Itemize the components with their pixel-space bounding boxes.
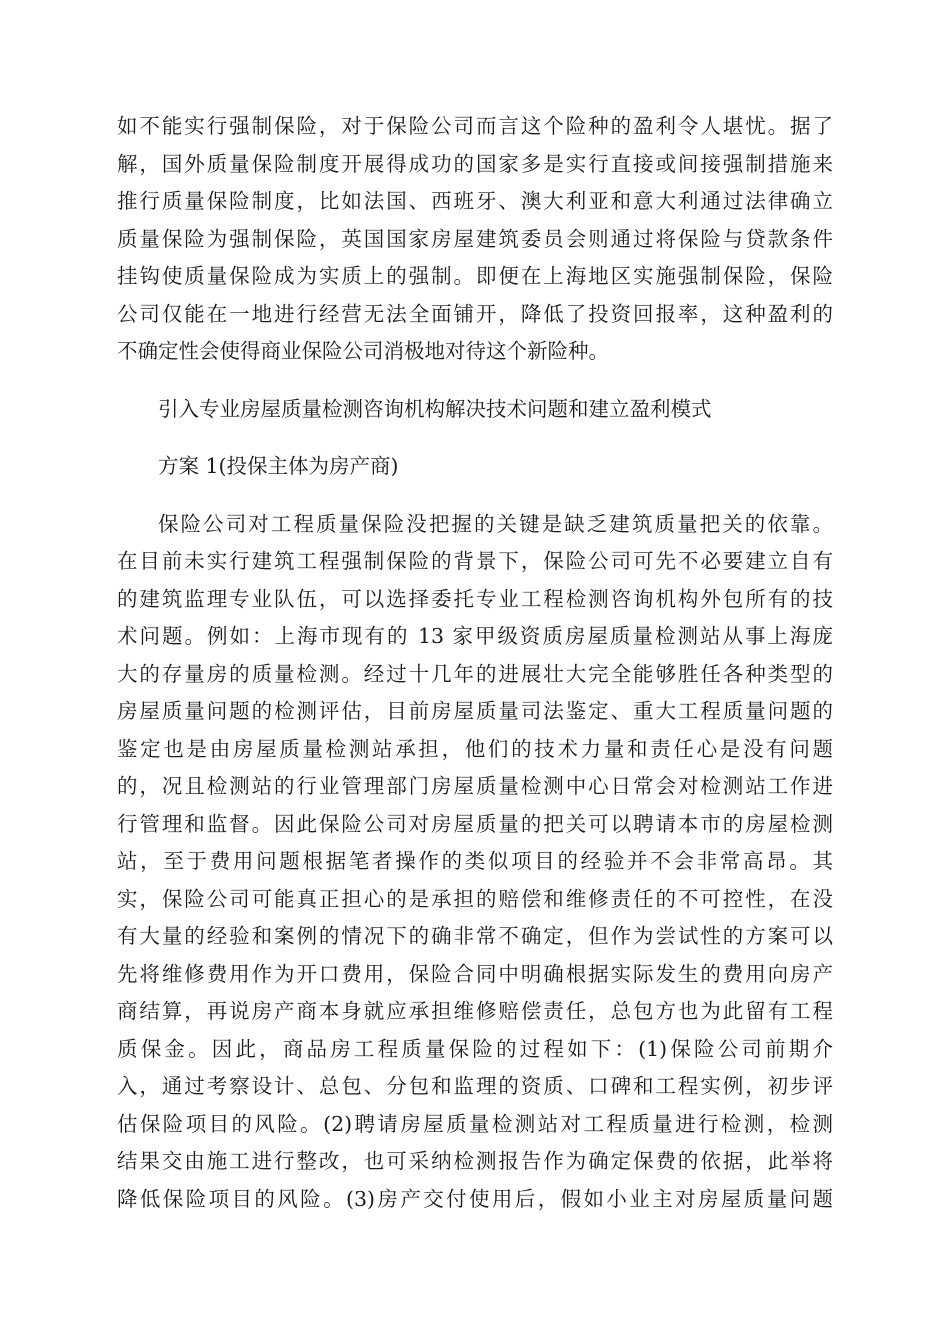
text-line: 在目前未实行建筑工程强制保险的背景下，保险公司可先不必要建立自有 <box>117 549 833 573</box>
text-line: 挂钩使质量保险成为实质上的强制。即便在上海地区实施强制保险，保险 <box>117 264 833 288</box>
text-line: 房屋质量问题的检测评估，目前房屋质量司法鉴定、重大工程质量问题的 <box>117 699 833 723</box>
text-line: 的建筑监理专业队伍，可以选择委托专业工程检测咨询机构外包所有的技 <box>117 586 833 611</box>
text-line: 保险公司对工程质量保险没把握的关键是缺乏建筑质量把关的依靠。 <box>158 511 833 536</box>
text-line: 推行质量保险制度，比如法国、西班牙、澳大利亚和意大利通过法律确立 <box>117 189 833 213</box>
text-line: 大的存量房的质量检测。经过十几年的进展壮大完全能够胜任各种类型的 <box>117 661 833 686</box>
text-line: 实，保险公司可能真正担心的是承担的赔偿和维修责任的不可控性，在没 <box>117 886 833 911</box>
section-heading: 引入专业房屋质量检测咨询机构解决技术问题和建立盈利模式 <box>158 396 712 421</box>
text-line: 入，通过考察设计、总包、分包和监理的资质、口碑和工程实例，初步评 <box>117 1074 833 1098</box>
text-line: 站，至于费用问题根据笔者操作的类似项目的经验并不会非常高昂。其 <box>117 849 833 873</box>
text-line: 公司仅能在一地进行经营无法全面铺开，降低了投资回报率，这种盈利的 <box>117 301 833 326</box>
text-line: 不确定性会使得商业保险公司消极地对待这个新险种。 <box>117 339 609 363</box>
text-line: 如不能实行强制保险，对于保险公司而言这个险种的盈利令人堪忧。据了 <box>117 114 833 138</box>
text-line: 估保险项目的风险。(2)聘请房屋质量检测站对工程质量进行检测，检测 <box>117 1111 833 1136</box>
text-line: 质量保险为强制保险，英国国家房屋建筑委员会则通过将保险与贷款条件 <box>117 226 833 251</box>
paragraph-profitability-concern <box>117 108 833 371</box>
text-line: 的，况且检测站的行业管理部门房屋质量检测中心日常会对检测站工作进 <box>117 774 833 798</box>
text-line: 先将维修费用作为开口费用，保险合同中明确根据实际发生的费用向房产 <box>117 961 833 986</box>
text-line: 质保金。因此，商品房工程质量保险的过程如下：(1)保险公司前期介 <box>117 1036 833 1061</box>
paragraph-plan-one <box>117 506 833 1219</box>
text-line: 降低保险项目的风险。(3)房产交付使用后，假如小业主对房屋质量问题 <box>117 1186 833 1211</box>
subsection-heading: 方案 1(投保主体为房产商) <box>158 454 399 478</box>
text-line: 结果交由施工进行整改，也可采纳检测报告作为确定保费的依据，此举将 <box>117 1149 833 1173</box>
text-line: 鉴定也是由房屋质量检测站承担，他们的技术力量和责任心是没有问题 <box>117 736 833 761</box>
text-line: 解，国外质量保险制度开展得成功的国家多是实行直接或间接强制措施来 <box>117 151 833 176</box>
text-line: 术问题。例如：上海市现有的 13 家甲级资质房屋质量检测站从事上海庞 <box>117 624 833 648</box>
text-line: 商结算，再说房产商本身就应承担维修赔偿责任，总包方也为此留有工程 <box>117 999 833 1023</box>
text-line: 有大量的经验和案例的情况下的确非常不确定，但作为尝试性的方案可以 <box>117 924 833 948</box>
document-body <box>117 108 833 1218</box>
text-line: 行管理和监督。因此保险公司对房屋质量的把关可以聘请本市的房屋检测 <box>117 811 833 836</box>
